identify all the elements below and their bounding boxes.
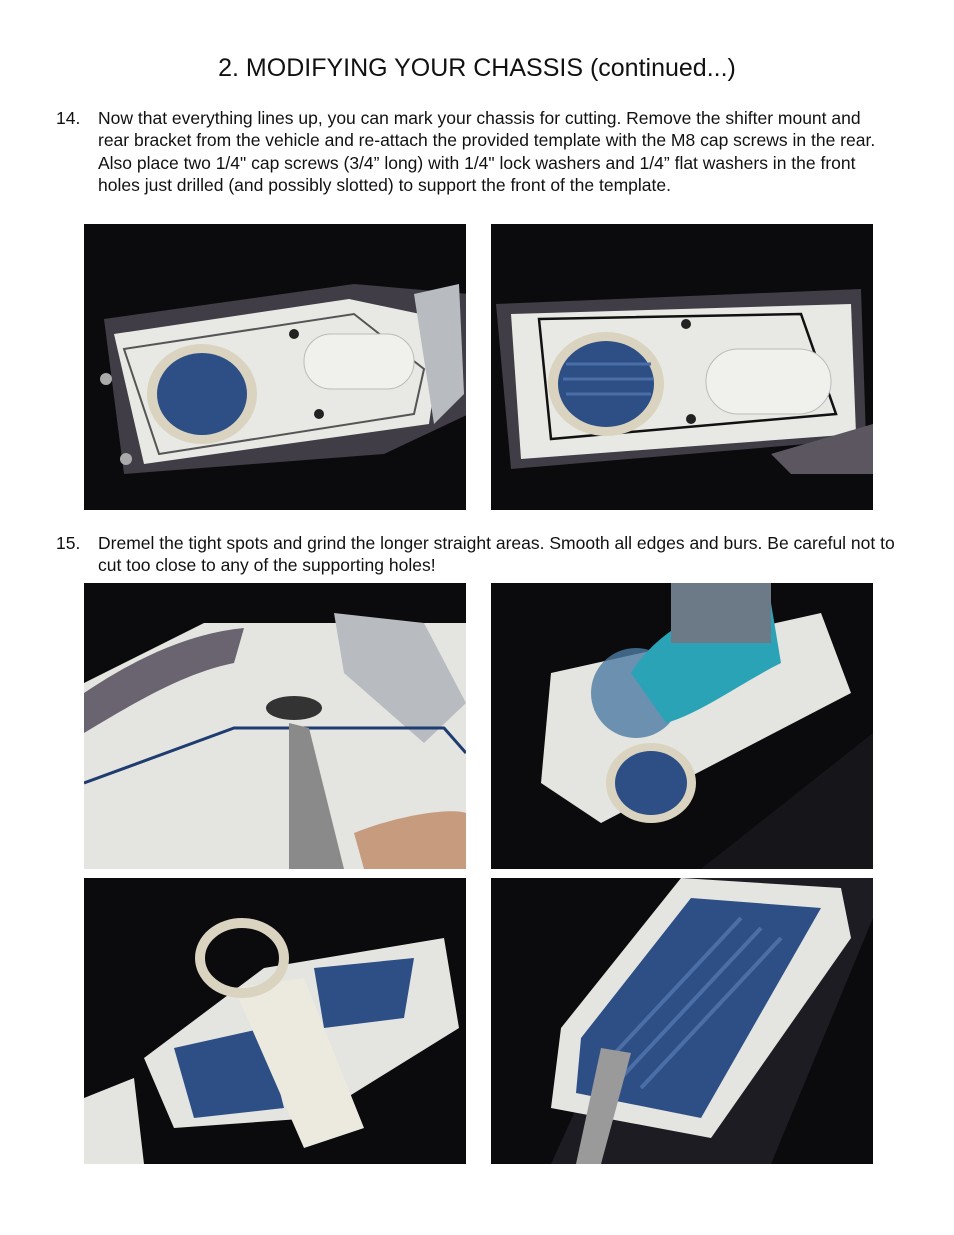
step-number: 14. (56, 108, 81, 128)
step-text: Dremel the tight spots and grind the longer straight areas. Smooth all edges and burs. Be careful not to cut too close to any of the supporting holes! (98, 533, 895, 576)
step-text: Now that everything lines up, you can mark your chassis for cutting. Remove the shifter mount and rear bracket from the vehicle and re-attach the provided template with the M8 cap screws in the rear. Also place two 1/4" cap screws (3/4” long) with 1/4" lock washers and 1/4” flat washers in the front holes just drilled (and possibly slotted) to support the front of the template. (98, 108, 876, 196)
photo-template-removed (84, 878, 466, 1164)
photo-grinder-cutting (491, 583, 873, 869)
photo-cut-opening (491, 878, 873, 1164)
step-14 (56, 107, 896, 197)
page-title: 2. MODIFYING YOUR CHASSIS (continued...) (218, 54, 736, 82)
photo-template-marked (491, 224, 873, 510)
step-15 (56, 532, 896, 577)
step-number: 15. (56, 533, 81, 553)
photo-template-attached (84, 224, 466, 510)
photo-dremel-cutting (84, 583, 466, 869)
